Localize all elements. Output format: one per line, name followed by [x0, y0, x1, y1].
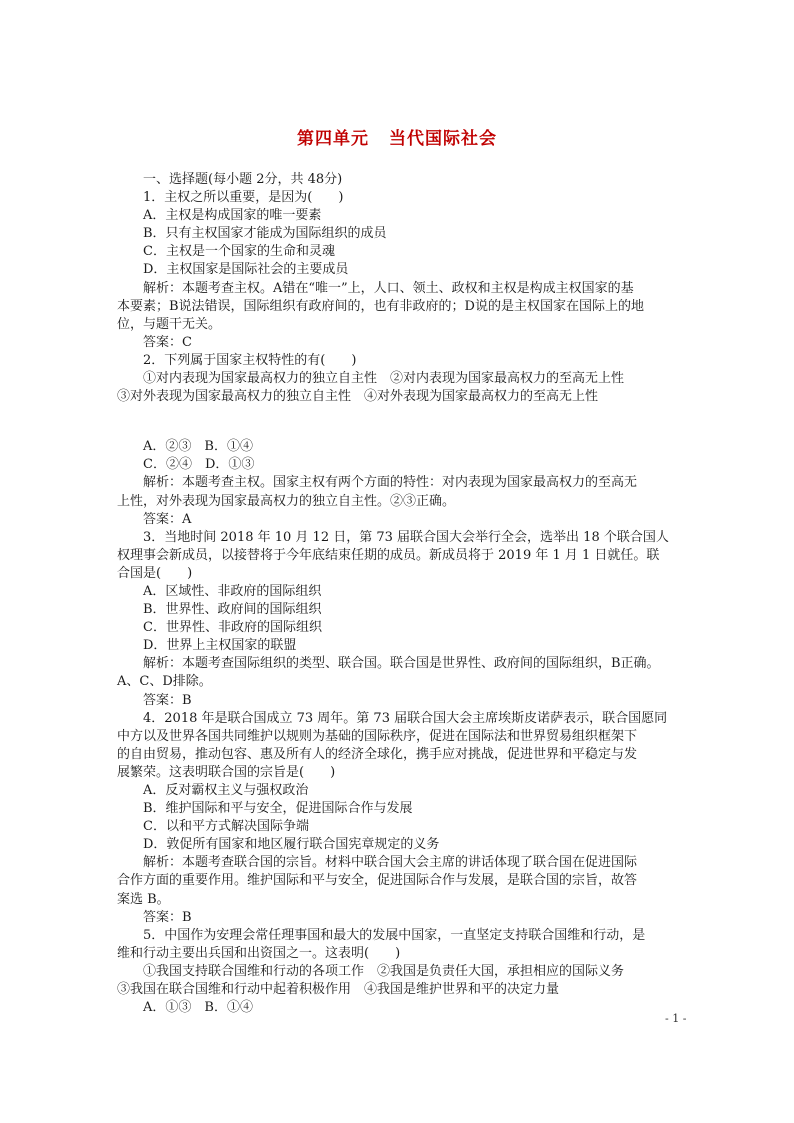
text-line: 解析：本题考查国际组织的类型、联合国。联合国是世界性、政府间的国际组织，B正确。 [143, 656, 660, 672]
text-line: B．只有主权国家才能成为国际组织的成员 [143, 226, 387, 242]
text-line: 位，与题干无关。 [117, 316, 222, 332]
text-line: A．①③ B．①④ [143, 1000, 253, 1016]
text-line: 本要素；B说法错误，国际组织有政府间的，也有非政府的；D说的是主权国家在国际上的地 [117, 298, 644, 314]
text-line: C．世界性、非政府的国际组织 [143, 620, 322, 636]
text-line: ③对外表现为国家最高权力的独立自主性 ④对外表现为国家最高权力的至高无上性 [117, 389, 599, 405]
text-line: 解析：本题考查联合国的宗旨。材料中联合国大会主席的讲话体现了联合国在促进国际 [143, 855, 638, 871]
title-unit: 第四单元 [297, 129, 369, 149]
text-line: 合作方面的重要作用。维护国际和平与安全，促进国际合作与发展，是联合国的宗旨，故答 [117, 873, 638, 889]
document-body [117, 171, 683, 1017]
text-line: ①对内表现为国家最高权力的独立自主性 ②对内表现为国家最高权力的至高无上性 [143, 371, 625, 387]
text-line: A、C、D排除。 [117, 674, 212, 690]
text-line: D．敦促所有国家和地区履行联合国宪章规定的义务 [143, 837, 440, 853]
text-line: D．主权国家是国际社会的主要成员 [143, 262, 349, 278]
text-line: ①我国支持联合国维和行动的各项工作 ②我国是负责任大国，承担相应的国际义务 [143, 963, 625, 979]
text-line: C．②④ D．①③ [143, 457, 255, 473]
text-line: ③我国在联合国维和行动中起着积极作用 ④我国是维护世界和平的决定力量 [117, 982, 560, 998]
text-line: B．世界性、政府间的国际组织 [143, 602, 322, 618]
text-line: 权理事会新成员，以接替将于今年底结束任期的成员。新成员将于 2019 年 1 月 1 日就任。联 [117, 547, 660, 563]
text-line: 的自由贸易，推动包容、惠及所有人的经济全球化，携手应对挑战，促进世界和平稳定与发 [117, 746, 638, 762]
text-line: 中方以及世界各国共同维护以规则为基础的国际秩序，促进在国际法和世界贸易组织框架下 [117, 728, 638, 744]
title-topic: 当代国际社会 [389, 129, 497, 149]
text-line: 1．主权之所以重要，是因为( ) [143, 190, 344, 206]
page-title [0, 124, 794, 149]
text-line: A．区域性、非政府的国际组织 [143, 583, 322, 599]
text-line: 4．2018 年是联合国成立 73 周年。第 73 届联合国大会主席埃斯皮诺萨表示，联合国愿同 [143, 710, 668, 726]
text-line: A．②③ B．①④ [143, 439, 253, 455]
page-number: - 1 - [665, 1012, 687, 1025]
text-line: D．世界上主权国家的联盟 [143, 638, 297, 654]
blank-gap [117, 406, 683, 438]
text-line: C．主权是一个国家的生命和灵魂 [143, 244, 335, 260]
text-line: 5．中国作为安理会常任理事国和最大的发展中国家，一直坚定支持联合国维和行动，是 [143, 927, 646, 943]
text-line: A．主权是构成国家的唯一要素 [143, 208, 322, 224]
text-line: B．维护国际和平与安全，促进国际合作与发展 [143, 801, 413, 817]
text-line: 答案：C [143, 334, 192, 350]
text-line: 3．当地时间 2018 年 10 月 12 日，第 73 届联合国大会举行全会，选举出 18 个联合国人 [143, 529, 669, 545]
text-line: 答案：A [143, 511, 192, 527]
text-line: 2．下列属于国家主权特性的有( ) [143, 352, 357, 368]
text-line: 维和行动主要出兵国和出资国之一。这表明( ) [117, 945, 401, 961]
text-line: 上性，对外表现为国家最高权力的独立自主性。②③正确。 [117, 493, 456, 509]
text-line: 一、选择题(每小题 2分，共 48分) [143, 172, 343, 187]
text-line: 展繁荣。这表明联合国的宗旨是( ) [117, 764, 336, 780]
text-line: 合国是( ) [117, 565, 193, 581]
text-line: C．以和平方式解决国际争端 [143, 819, 309, 835]
text-line: A．反对霸权主义与强权政治 [143, 783, 309, 798]
text-line: 解析：本题考查主权。A错在“唯一”上，人口、领土、政权和主权是构成主权国家的基 [143, 280, 634, 296]
text-line: 答案：B [143, 909, 192, 925]
text-line: 案选 B。 [117, 891, 170, 907]
text-line: 答案：B [143, 692, 192, 708]
text-line: 解析：本题考查主权。国家主权有两个方面的特性：对内表现为国家最高权力的至高无 [143, 475, 638, 491]
